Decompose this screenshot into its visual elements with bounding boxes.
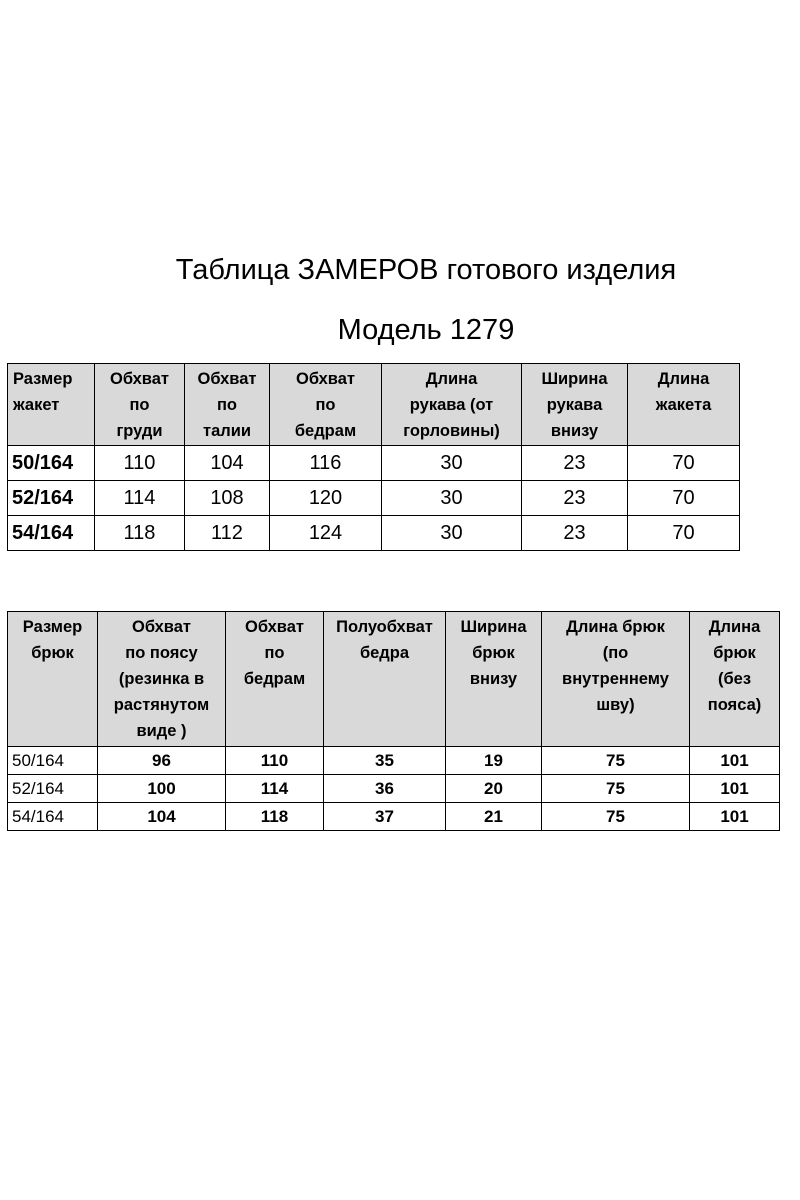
table-cell: 101 xyxy=(690,775,780,803)
table-cell: 108 xyxy=(185,481,270,516)
table-cell: 118 xyxy=(226,803,324,831)
header-cell-sleeve-width: Ширина рукава внизу xyxy=(522,364,628,446)
table-cell: 116 xyxy=(270,446,382,481)
table-row xyxy=(8,747,780,775)
jacket-measurements-table xyxy=(7,363,740,551)
table-cell: 30 xyxy=(382,446,522,481)
table-header-row xyxy=(8,612,780,747)
table-cell: 23 xyxy=(522,516,628,551)
header-cell-bottom-width: Ширина брюк внизу xyxy=(446,612,542,747)
table-row xyxy=(8,481,740,516)
page-title: Таблица ЗАМЕРОВ готового изделия xyxy=(175,254,677,286)
table-cell: 100 xyxy=(98,775,226,803)
table-header-row xyxy=(8,364,740,446)
table-cell: 75 xyxy=(542,747,690,775)
header-cell-waistband: Обхват по поясу (резинка в растянутом виде ) xyxy=(98,612,226,747)
table-cell: 110 xyxy=(226,747,324,775)
table-cell: 75 xyxy=(542,803,690,831)
table-cell: 30 xyxy=(382,516,522,551)
header-cell-length-no-belt: Длина брюк (без пояса) xyxy=(690,612,780,747)
table-cell: 101 xyxy=(690,803,780,831)
table-cell: 120 xyxy=(270,481,382,516)
table-cell: 124 xyxy=(270,516,382,551)
header-cell-half-hips: Полуобхват бедра xyxy=(324,612,446,747)
table-row xyxy=(8,446,740,481)
table-cell: 37 xyxy=(324,803,446,831)
header-cell-hips: Обхват по бедрам xyxy=(270,364,382,446)
table-cell: 30 xyxy=(382,481,522,516)
header-cell-hips: Обхват по бедрам xyxy=(226,612,324,747)
table-cell: 104 xyxy=(98,803,226,831)
table-cell: 54/164 xyxy=(8,803,98,831)
table-cell: 70 xyxy=(628,481,740,516)
table-cell: 75 xyxy=(542,775,690,803)
header-cell-inseam-length: Длина брюк (по внутреннему шву) xyxy=(542,612,690,747)
header-cell-chest: Обхват по груди xyxy=(95,364,185,446)
table-cell: 112 xyxy=(185,516,270,551)
table-cell: 54/164 xyxy=(8,516,95,551)
pants-measurements-table xyxy=(7,611,780,831)
header-cell-jacket-length: Длина жакета xyxy=(628,364,740,446)
table-cell: 110 xyxy=(95,446,185,481)
table-cell: 114 xyxy=(226,775,324,803)
table-cell: 70 xyxy=(628,516,740,551)
table-cell: 20 xyxy=(446,775,542,803)
table-cell: 104 xyxy=(185,446,270,481)
table-cell: 21 xyxy=(446,803,542,831)
table-cell: 23 xyxy=(522,446,628,481)
table-row xyxy=(8,775,780,803)
table-cell: 52/164 xyxy=(8,481,95,516)
table-cell: 50/164 xyxy=(8,446,95,481)
table-row xyxy=(8,516,740,551)
table-cell: 35 xyxy=(324,747,446,775)
table-cell: 70 xyxy=(628,446,740,481)
table-cell: 50/164 xyxy=(8,747,98,775)
header-cell-size: Размер брюк xyxy=(8,612,98,747)
header-cell-size: Размер жакет xyxy=(8,364,95,446)
table-cell: 114 xyxy=(95,481,185,516)
table-cell: 96 xyxy=(98,747,226,775)
table-row xyxy=(8,803,780,831)
table-cell: 101 xyxy=(690,747,780,775)
header-cell-sleeve-length: Длина рукава (от горловины) xyxy=(382,364,522,446)
table-cell: 118 xyxy=(95,516,185,551)
header-cell-waist: Обхват по талии xyxy=(185,364,270,446)
table-cell: 23 xyxy=(522,481,628,516)
table-cell: 36 xyxy=(324,775,446,803)
table-cell: 19 xyxy=(446,747,542,775)
model-title: Модель 1279 xyxy=(337,314,515,346)
table-cell: 52/164 xyxy=(8,775,98,803)
